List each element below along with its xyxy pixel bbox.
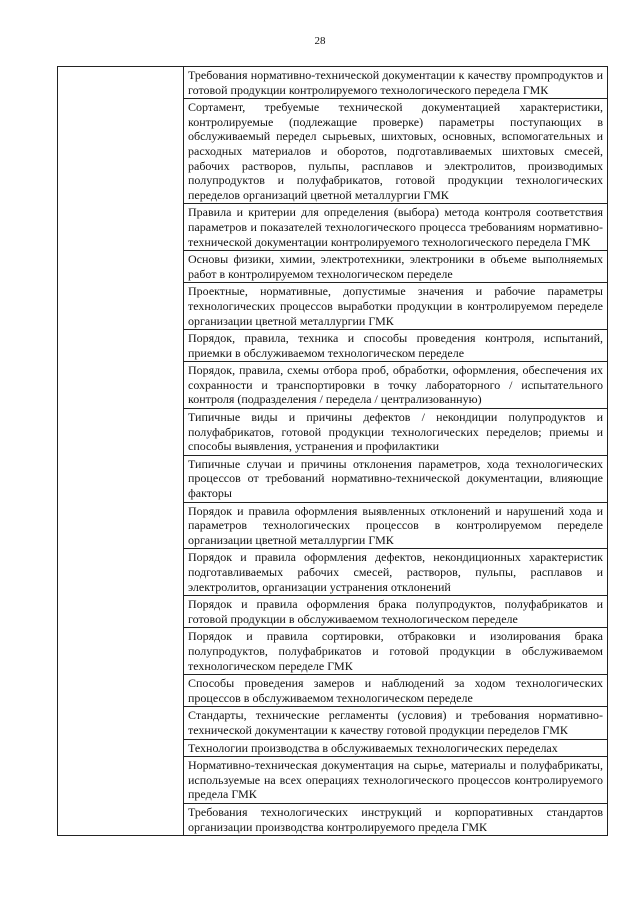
table-cell xyxy=(184,628,608,675)
cell-text: Типичные случаи и причины отклонения параметров, хода технологических процессов от требований нормативно-технической документации, влияющие факторы xyxy=(188,456,603,501)
table-cell xyxy=(184,204,608,251)
table-cell xyxy=(184,803,608,835)
cell-text: Требования технологических инструкций и корпоративных стандартов организации производства контролируемого предела ГМК xyxy=(188,804,603,834)
cell-text: Порядок и правила оформления выявленных отклонений и нарушений хода и параметров технологических процессов в контролируемом переделе организации цветной металлургии ГМК xyxy=(188,503,603,547)
table-cell xyxy=(184,330,608,362)
table-cell xyxy=(184,455,608,502)
left-column-cell xyxy=(58,67,184,836)
table-row xyxy=(58,67,608,99)
cell-text: Порядок, правила, техника и способы проведения контроля, испытаний, приемки в обслуживаемом технологическом переделе xyxy=(188,331,603,360)
cell-text: Порядок, правила, схемы отбора проб, обработки, оформления, обеспечения их сохранности и транспортировки в точку лабораторного / испытательного контроля (подразделения / передела / централизованную) xyxy=(188,363,603,407)
cell-text: Порядок и правила оформления дефектов, некондиционных характеристик подготавливаемых рабочих смесей, растворов, пульпы, расплавов и электролитов, организации устранения отклонений xyxy=(188,550,603,594)
cell-text: Нормативно-техническая документация на сырье, материалы и полуфабрикаты, используемые на всех операциях технологического процессов контролируемого предела ГМК xyxy=(188,758,603,802)
cell-text: Стандарты, технические регламенты (условия) и требования нормативно-технической документации к качеству готовой продукции переделов ГМК xyxy=(188,708,603,737)
cell-text: Основы физики, химии, электротехники, электроники в объеме выполняемых работ в контролируемом технологическом переделе xyxy=(188,252,603,281)
cell-text: Технологии производства в обслуживаемых технологических переделах xyxy=(188,740,558,755)
table-cell xyxy=(184,67,608,99)
table-cell xyxy=(184,283,608,330)
table-cell xyxy=(184,251,608,283)
table-cell xyxy=(184,757,608,804)
table-cell xyxy=(184,675,608,707)
table-cell xyxy=(184,596,608,628)
table-cell xyxy=(184,549,608,596)
cell-text: Правила и критерии для определения (выбора) метода контроля соответствия параметров и показателей технологического процесса требованиям нормативно-технической документации контролируемого технологического передела ГМК xyxy=(188,205,603,249)
cell-text: Сортамент, требуемые технической документацией характеристики, контролируемые (подлежащие проверке) параметры поступающих в обслуживаемый передел сырьевых, шихтовых, основных, вспомогательных и расходных материалов и оборотов, подготавливаемых шихтовых смесей, рабочих растворов, пульпы, расплавов и электролитов, производимых полупродуктов и полуфабрикатов, готовой продукции технологических переделов организаций цветной металлургии ГМК xyxy=(188,100,603,202)
requirements-table xyxy=(57,66,608,836)
table-cell xyxy=(184,739,608,757)
cell-text: Проектные, нормативные, допустимые значения и рабочие параметры технологических процессов выработки продукции в контролируемом переделе организации цветной металлургии ГМК xyxy=(188,284,603,328)
page-number: 28 xyxy=(314,35,326,47)
table-cell xyxy=(184,707,608,739)
table-cell xyxy=(184,409,608,456)
cell-text: Типичные виды и причины дефектов / некондиции полупродуктов и полуфабрикатов, готовой продукции технологических переделов; приемы и способы выявления, устранения и профилактики xyxy=(188,410,603,454)
table-cell xyxy=(184,502,608,549)
table-cell xyxy=(184,99,608,204)
cell-text: Способы проведения замеров и наблюдений за ходом технологических процессов в обслуживаемом технологическом переделе xyxy=(188,676,603,705)
cell-text: Требования нормативно-технической документации к качеству промпродуктов и готовой продукции контролируемого технологического передела ГМК xyxy=(188,68,603,97)
cell-text: Порядок и правила оформления брака полупродуктов, полуфабрикатов и готовой продукции в обслуживаемом технологическом переделе xyxy=(188,597,603,626)
cell-text: Порядок и правила сортировки, отбраковки и изолирования брака полупродуктов, полуфабрикатов и готовой продукции в обслуживаемом технологическом переделе ГМК xyxy=(188,629,603,673)
table-cell xyxy=(184,362,608,409)
